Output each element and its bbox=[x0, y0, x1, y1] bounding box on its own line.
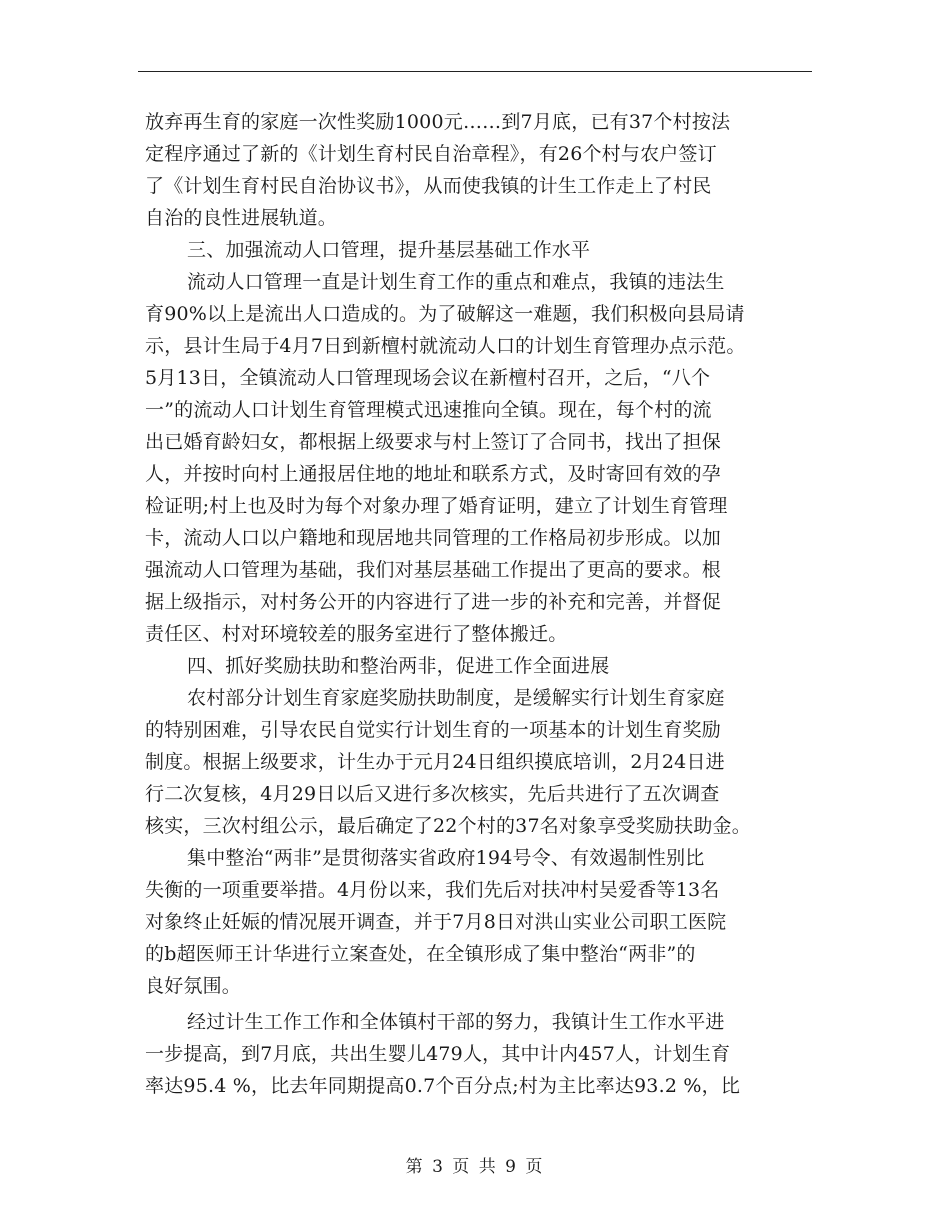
text-line: 一”的流动人口计划生育管理模式迅速推向全镇。现在，每个村的流 bbox=[145, 399, 712, 421]
text-line: 放弃再生育的家庭一次性奖励1000元……到7月底，已有37个村按法 bbox=[145, 111, 731, 133]
text-line: 一步提高，到7月底，共出生婴儿479人，其中计内457人，计划生育 bbox=[145, 1043, 731, 1065]
text-line: 的b超医师王计华进行立案查处，在全镇形成了集中整治“两非”的 bbox=[145, 943, 696, 965]
text-line: 自治的良性进展轨道。 bbox=[145, 207, 338, 229]
text-line: 5月13日，全镇流动人口管理现场会议在新檀村召开，之后，“八个 bbox=[145, 367, 711, 389]
text-line: 对象终止妊娠的情况展开调查，并于7月8日对洪山实业公司职工医院 bbox=[145, 911, 727, 933]
text-line: 流动人口管理一直是计划生育工作的重点和难点，我镇的违法生 bbox=[187, 271, 725, 293]
text-line: 行二次复核，4月29日以后又进行多次核实，先后共进行了五次调查 bbox=[145, 783, 720, 805]
text-line: 出已婚育龄妇女，都根据上级要求与村上签订了合同书，找出了担保 bbox=[145, 431, 722, 453]
text-line: 良好氛围。 bbox=[145, 975, 242, 997]
text-line: 农村部分计划生育家庭奖励扶助制度，是缓解实行计划生育家庭 bbox=[187, 687, 725, 709]
text-line: 据上级指示，对村务公开的内容进行了进一步的补充和完善，并督促 bbox=[145, 591, 722, 613]
text-line: 人，并按时向村上通报居住地的地址和联系方式，及时寄回有效的孕 bbox=[145, 463, 722, 485]
page-number-footer: 第 3 页 共 9 页 bbox=[405, 1157, 545, 1177]
text-line: 强流动人口管理为基础，我们对基层基础工作提出了更高的要求。根 bbox=[145, 559, 722, 581]
text-line: 经过计生工作工作和全体镇村干部的努力，我镇计生工作水平进 bbox=[187, 1011, 725, 1033]
text-line: 三、加强流动人口管理，提升基层基础工作水平 bbox=[187, 239, 591, 261]
text-line: 制度。根据上级要求，计生办于元月24日组织摸底培训，2月24日进 bbox=[145, 751, 725, 773]
header-rule bbox=[138, 71, 812, 72]
text-line: 的特别困难，引导农民自觉实行计划生育的一项基本的计划生育奖励 bbox=[145, 719, 722, 741]
text-line: 集中整治“两非”是贯彻落实省政府194号令、有效遏制性别比 bbox=[187, 847, 705, 869]
text-line: 检证明;村上也及时为每个对象办理了婚育证明，建立了计划生育管理 bbox=[145, 495, 728, 517]
text-line: 示，县计生局于4月7日到新檀村就流动人口的计划生育管理办点示范。 bbox=[145, 335, 746, 357]
text-line: 了《计划生育村民自治协议书》，从而使我镇的计生工作走上了村民 bbox=[145, 175, 712, 197]
text-line: 责任区、村对环境较差的服务室进行了整体搬迁。 bbox=[145, 623, 568, 645]
text-line: 核实，三次村组公示，最后确定了22个村的37名对象享受奖励扶助金。 bbox=[145, 815, 751, 837]
text-line: 四、抓好奖励扶助和整治两非，促进工作全面进展 bbox=[187, 655, 610, 677]
text-line: 育90%以上是流出人口造成的。为了破解这一难题，我们积极向县局请 bbox=[145, 303, 745, 325]
text-line: 卡，流动人口以户籍地和现居地共同管理的工作格局初步形成。以加 bbox=[145, 527, 722, 549]
text-line: 定程序通过了新的《计划生育村民自治章程》，有26个村与农户签订 bbox=[145, 143, 717, 165]
text-line: 率达95.4 %，比去年同期提高0.7个百分点;村为主比率达93.2 %，比 bbox=[145, 1075, 741, 1097]
text-line: 失衡的一项重要举措。4月份以来，我们先后对扶冲村吴爱香等13名 bbox=[145, 879, 720, 901]
body-text bbox=[145, 106, 815, 1102]
